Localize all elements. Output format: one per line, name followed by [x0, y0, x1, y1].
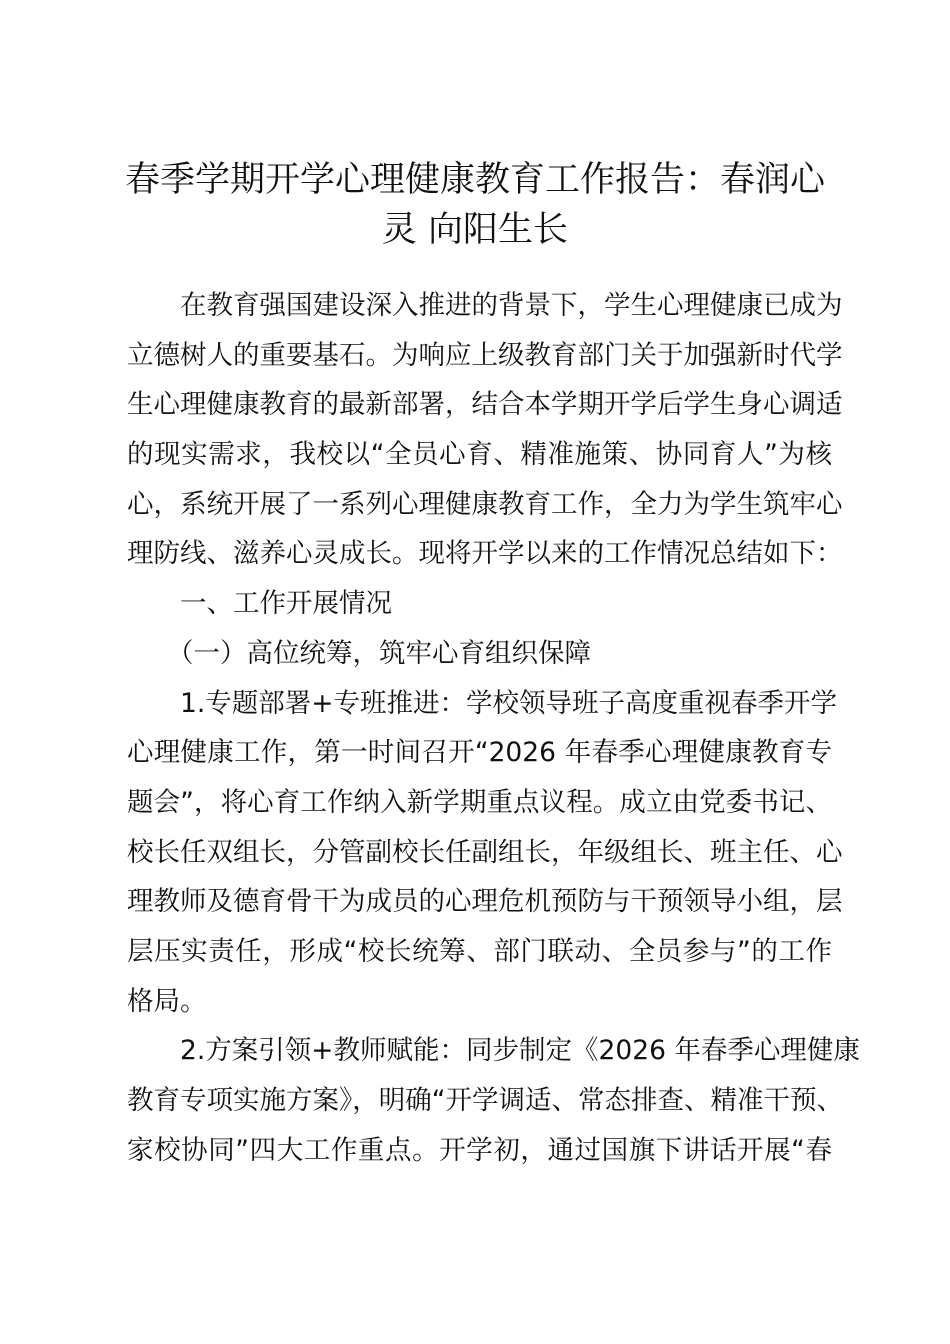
intro-line-4: 的现实需求，我校以“全员心育、精准施策、协同育人”为核 — [127, 439, 832, 471]
item1-line-4: 校长任双组长，分管副校长任副组长，年级组长、班主任、心 — [127, 836, 843, 868]
item1-line-1: 1.专题部署+专班推进：学校领导班子高度重视春季开学 — [180, 687, 837, 719]
document-title — [118, 155, 832, 255]
item2-line-3: 家校协同”四大工作重点。开学初，通过国旗下讲话开展“春 — [127, 1134, 832, 1166]
item1-line-7: 格局。 — [127, 985, 207, 1017]
item1-line-3: 题会”，将心育工作纳入新学期重点议程。成立由党委书记、 — [127, 786, 832, 818]
section-heading: 一、工作开展情况 — [180, 588, 392, 620]
item2-line-2: 教育专项实施方案》，明确“开学调适、常态排查、精准干预、 — [127, 1085, 843, 1116]
intro-line-6: 理防线、滋养心灵成长。现将开学以来的工作情况总结如下： — [127, 538, 843, 570]
subsection-heading: （一）高位统筹，筑牢心育组织保障 — [167, 637, 591, 669]
intro-line-3: 生心理健康教育的最新部署，结合本学期开学后学生身心调适 — [127, 389, 843, 421]
title-line-1: 春季学期开学心理健康教育工作报告：春润心 — [124, 160, 825, 200]
item1-line-2: 心理健康工作，第一时间召开“2026 年春季心理健康教育专 — [127, 737, 832, 769]
item1-line-5: 理教师及德育骨干为成员的心理危机预防与干预领导小组，层 — [127, 886, 843, 918]
title-line-2: 灵 向阳生长 — [381, 210, 569, 250]
item2-line-1: 2.方案引领+教师赋能：同步制定《2026 年春季心理健康 — [180, 1035, 860, 1067]
intro-line-5: 心，系统开展了一系列心理健康教育工作，全力为学生筑牢心 — [127, 488, 843, 520]
item1-line-6: 层压实责任，形成“校长统筹、部门联动、全员参与”的工作 — [127, 935, 832, 967]
document-body — [127, 281, 860, 1175]
intro-line-2: 立德树人的重要基石。为响应上级教育部门关于加强新时代学 — [127, 339, 843, 371]
intro-line-1: 在教育强国建设深入推进的背景下，学生心理健康已成为 — [180, 290, 843, 321]
